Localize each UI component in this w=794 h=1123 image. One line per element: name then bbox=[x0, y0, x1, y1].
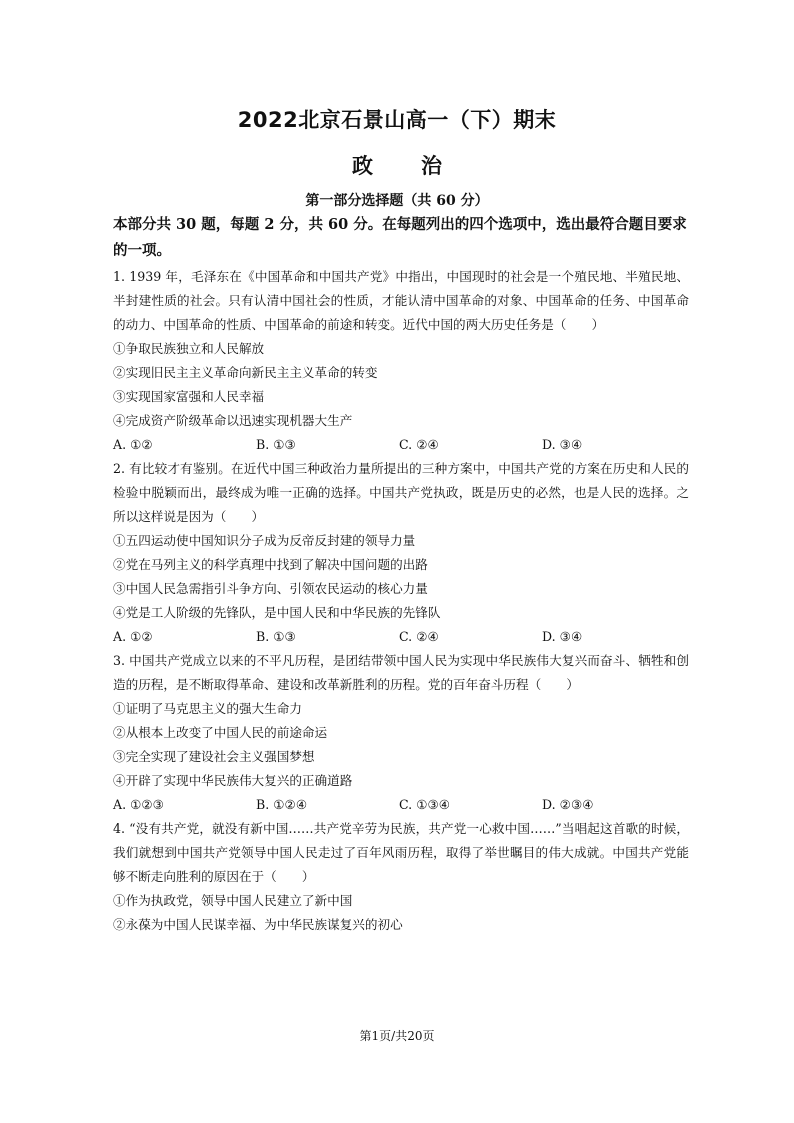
answer-choices bbox=[113, 433, 689, 457]
subject-char-1: 政 bbox=[352, 154, 373, 178]
question-stem: 1. 1939 年，毛泽东在《中国革命和中国共产党》中指出，中国现时的社会是一个殖民地、半殖民地、半封建性质的社会。只有认清中国社会的性质，才能认清中国革命的对象、中国革命的任务、中国革命的动力、中国革命的性质、中国革命的前途和转变。近代中国的两大历史任务是（ ） bbox=[113, 269, 689, 332]
question-option: ③中国人民急需指引斗争方向、引领农民运动的核心力量 bbox=[113, 581, 428, 596]
choice-c: C. ①③④ bbox=[399, 797, 451, 812]
question-option: ④完成资产阶级革命以迅速实现机器大生产 bbox=[113, 413, 353, 428]
choice-a: A. ①② bbox=[113, 437, 153, 452]
choice-a: A. ①②③ bbox=[113, 797, 164, 812]
question-3 bbox=[113, 649, 689, 817]
question-option: ①证明了马克思主义的强大生命力 bbox=[113, 701, 302, 716]
choice-b: B. ①②④ bbox=[256, 797, 308, 812]
question-stem: 2. 有比较才有鉴别。在近代中国三种政治力量所提出的三种方案中，中国共产党的方案在历史和人民的检验中脱颖而出，最终成为唯一正确的选择。中国共产党执政，既是历史的必然，也是人民的选择。之所以这样说是因为（ ） bbox=[113, 461, 689, 524]
section-title: 第一部分选择题（共 60 分） bbox=[305, 193, 489, 209]
question-list bbox=[113, 265, 689, 937]
question-stem: 3. 中国共产党成立以来的不平凡历程，是团结带领中国人民为实现中华民族伟大复兴而奋斗、牺牲和创造的历程，是不断取得革命、建设和改革新胜利的历程。党的百年奋斗历程（ ） bbox=[113, 653, 689, 692]
answer-choices bbox=[113, 793, 689, 817]
question-option: ①五四运动使中国知识分子成为反帝反封建的领导力量 bbox=[113, 533, 416, 548]
question-option: ②党在马列主义的科学真理中找到了解决中国问题的出路 bbox=[113, 557, 428, 572]
choice-c: C. ②④ bbox=[399, 629, 439, 644]
answer-choices bbox=[113, 625, 689, 649]
choice-b: B. ①③ bbox=[256, 629, 296, 644]
question-option: ②从根本上改变了中国人民的前途命运 bbox=[113, 725, 328, 740]
section-instruction: 本部分共 30 题，每题 2 分，共 60 分。在每题列出的四个选项中，选出最符合题目要求的一项。 bbox=[113, 216, 687, 259]
choice-d: D. ③④ bbox=[542, 629, 583, 644]
question-option: ①作为执政党，领导中国人民建立了新中国 bbox=[113, 893, 353, 908]
choice-d: D. ②③④ bbox=[542, 797, 594, 812]
question-option: ④开辟了实现中华民族伟大复兴的正确道路 bbox=[113, 773, 353, 788]
question-option: ②实现旧民主主义革命向新民主主义革命的转变 bbox=[113, 365, 378, 380]
question-4 bbox=[113, 817, 689, 937]
subject-char-2: 治 bbox=[421, 154, 442, 178]
question-option: ③完全实现了建设社会主义强国梦想 bbox=[113, 749, 315, 764]
question-2 bbox=[113, 457, 689, 649]
question-1 bbox=[113, 265, 689, 457]
choice-b: B. ①③ bbox=[256, 437, 296, 452]
choice-d: D. ③④ bbox=[542, 437, 583, 452]
question-stem: 4. “没有共产党，就没有新中国……共产党辛劳为民族，共产党一心救中国……”当唱起这首歌的时候，我们就想到中国共产党领导中国人民走过了百年风雨历程，取得了举世瞩目的伟大成就。中国共产党能够不断走向胜利的原因在于（ ） bbox=[113, 821, 689, 884]
choice-a: A. ①② bbox=[113, 629, 153, 644]
choice-c: C. ②④ bbox=[399, 437, 439, 452]
question-option: ④党是工人阶级的先锋队，是中国人民和中华民族的先锋队 bbox=[113, 605, 441, 620]
subject-title bbox=[0, 150, 794, 180]
question-option: ②永葆为中国人民谋幸福、为中华民族谋复兴的初心 bbox=[113, 917, 403, 932]
question-option: ③实现国家富强和人民幸福 bbox=[113, 389, 265, 404]
page-number: 第1页/共20页 bbox=[359, 1029, 435, 1043]
question-option: ①争取民族独立和人民解放 bbox=[113, 341, 265, 356]
exam-title: 2022北京石景山高一（下）期末 bbox=[237, 108, 557, 132]
